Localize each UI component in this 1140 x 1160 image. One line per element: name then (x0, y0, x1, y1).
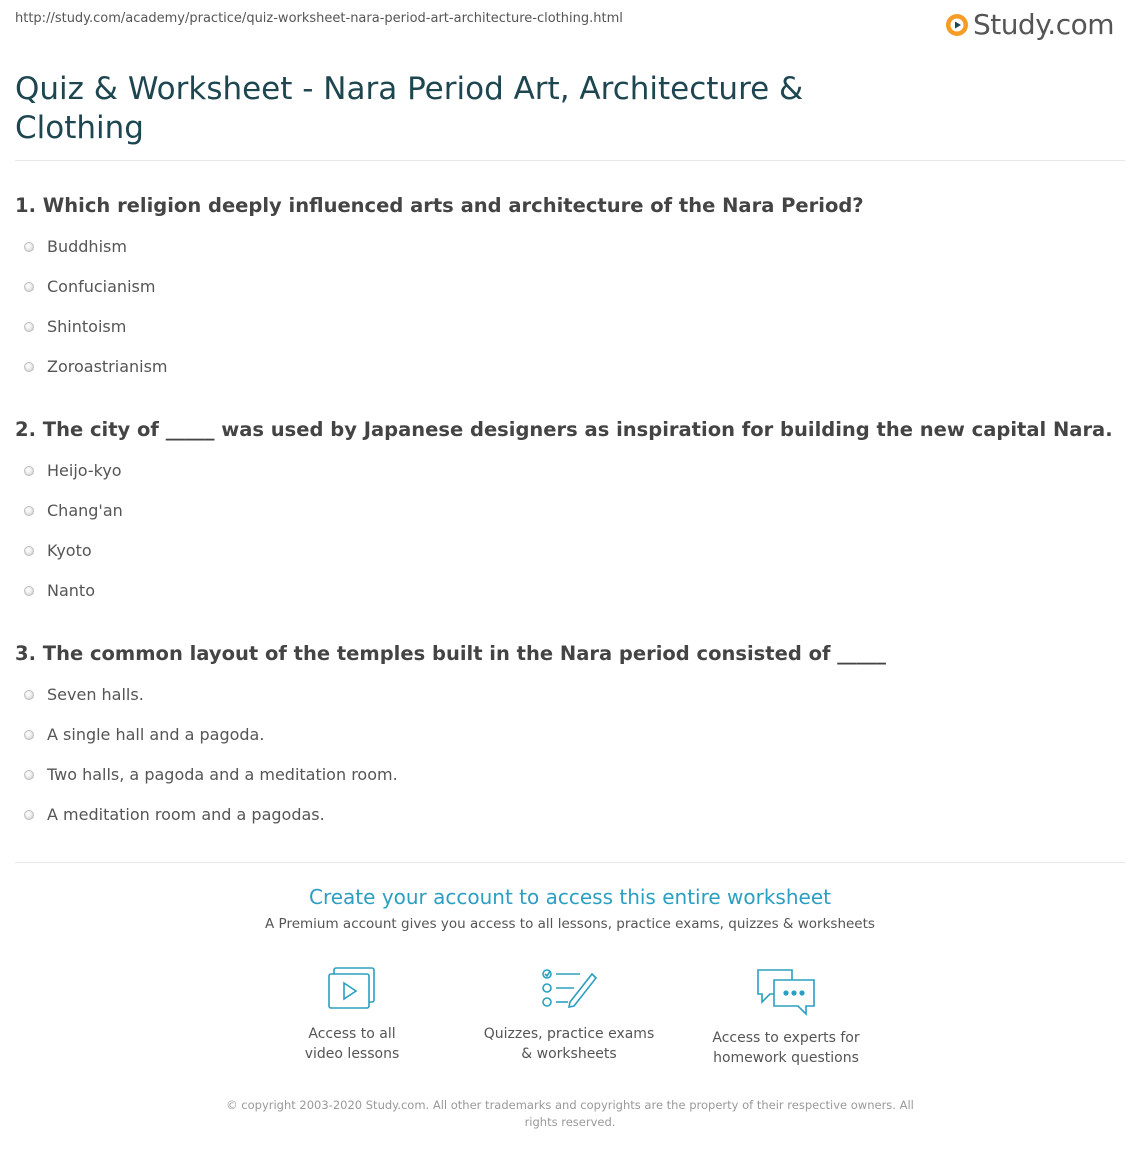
quiz-checklist-icon (540, 966, 598, 1012)
option-2-3[interactable] (24, 541, 92, 560)
option-3-4[interactable] (24, 805, 325, 824)
feature-label-line1: Access to all (308, 1026, 396, 1042)
radio-button[interactable] (24, 546, 34, 556)
option-label: Heijo-kyo (47, 461, 122, 480)
option-label: Seven halls. (47, 685, 144, 704)
radio-button[interactable] (24, 282, 34, 292)
radio-button[interactable] (24, 810, 34, 820)
feature-experts (686, 966, 886, 1068)
option-1-1[interactable] (24, 237, 127, 256)
option-1-3[interactable] (24, 317, 126, 336)
cta-subtitle: A Premium account gives you access to all lessons, practice exams, quizzes & worksheets (265, 916, 875, 932)
study-logo[interactable] (945, 8, 1114, 41)
radio-button[interactable] (24, 730, 34, 740)
radio-button[interactable] (24, 362, 34, 372)
page-url: http://study.com/academy/practice/quiz-worksheet-nara-period-art-architecture-clothing.html (15, 11, 623, 26)
option-label: Chang'an (47, 501, 123, 520)
option-label: Confucianism (47, 277, 156, 296)
option-label: Shintoism (47, 317, 127, 336)
questions-divider (15, 862, 1125, 863)
option-label: A meditation room and a pagodas. (47, 805, 325, 824)
feature-video-lessons (252, 966, 452, 1064)
radio-button[interactable] (24, 322, 34, 332)
feature-quizzes (469, 966, 669, 1064)
question-2: 2. The city of _____ was used by Japanese designers as inspiration for building the new capital Nara. (15, 418, 1113, 441)
copyright-notice: © copyright 2003-2020 Study.com. All other trademarks and copyrights are the property of their respective owners. All rights reserved. (226, 1098, 914, 1129)
page-title: Quiz & Worksheet - Nara Period Art, Architecture & Clothing (15, 71, 804, 146)
option-2-1[interactable] (24, 461, 122, 480)
option-label: A single hall and a pagoda. (47, 725, 265, 744)
option-label: Nanto (47, 581, 95, 600)
feature-label-line1: Quizzes, practice exams (483, 1026, 655, 1042)
radio-button[interactable] (24, 586, 34, 596)
feature-label-line2: video lessons (304, 1046, 400, 1062)
question-1: 1. Which religion deeply influenced arts and architecture of the Nara Period? (15, 194, 864, 217)
radio-button[interactable] (24, 770, 34, 780)
option-1-2[interactable] (24, 277, 155, 296)
option-label: Kyoto (47, 541, 92, 560)
title-divider (15, 160, 1125, 161)
option-3-1[interactable] (24, 685, 144, 704)
feature-label-line1: Access to experts for (712, 1030, 860, 1046)
radio-button[interactable] (24, 242, 34, 252)
option-3-2[interactable] (24, 725, 264, 744)
study-play-logo-icon (945, 13, 969, 37)
feature-label-line2: homework questions (713, 1050, 859, 1066)
radio-button[interactable] (24, 466, 34, 476)
option-2-4[interactable] (24, 581, 95, 600)
option-2-2[interactable] (24, 501, 123, 520)
question-3: 3. The common layout of the temples built in the Nara period consisted of _____ (15, 642, 886, 665)
logo-text: Study.com (972, 8, 1114, 41)
create-account-link[interactable]: Create your account to access this entire worksheet (309, 885, 831, 909)
option-3-3[interactable] (24, 765, 398, 784)
option-1-4[interactable] (24, 357, 168, 376)
option-label: Buddhism (47, 237, 127, 256)
radio-button[interactable] (24, 690, 34, 700)
radio-button[interactable] (24, 506, 34, 516)
chat-bubbles-icon (754, 966, 818, 1016)
video-lessons-icon (326, 966, 378, 1012)
option-label: Two halls, a pagoda and a meditation room. (47, 765, 398, 784)
option-label: Zoroastrianism (47, 357, 168, 376)
feature-label-line2: & worksheets (521, 1046, 617, 1062)
